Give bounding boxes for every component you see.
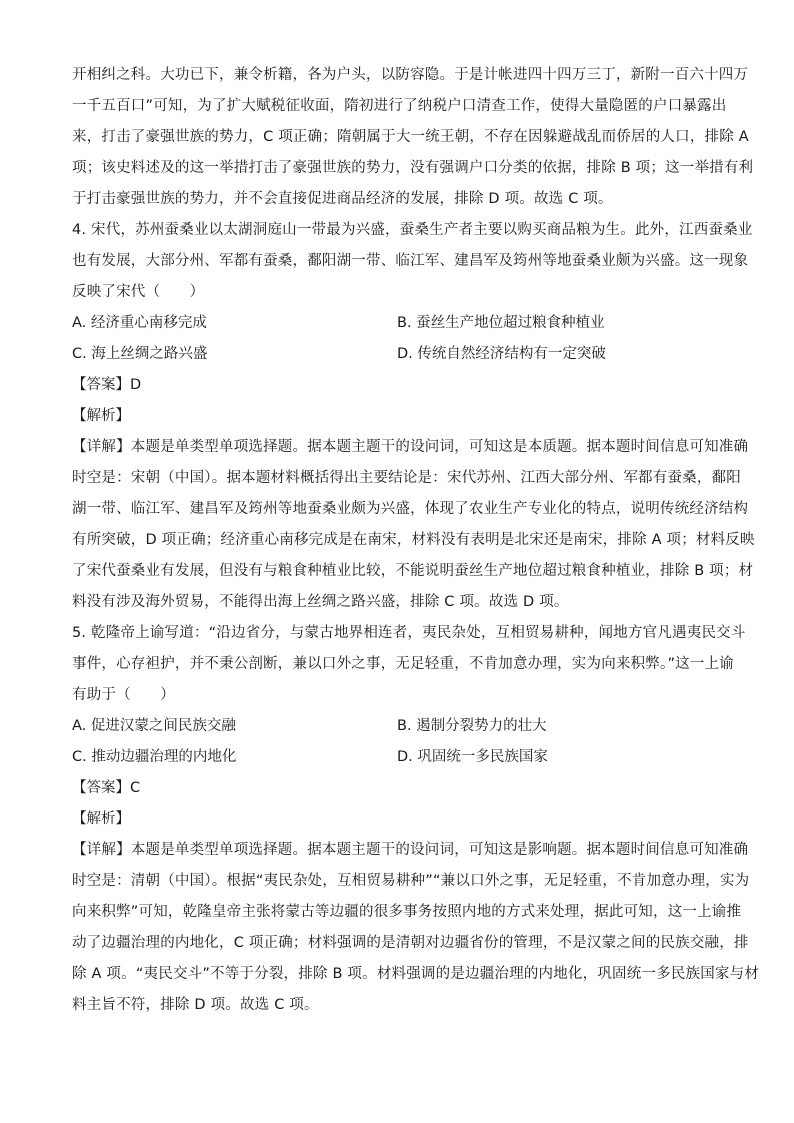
question-stem-line: 反映了宋代（ ） — [72, 284, 205, 300]
explanation-line: 了宋代蚕桑业有发展，但没有与粮食种植业比较，不能说明蚕丝生产地位超过粮食种植业，排除 B 项；材 — [72, 563, 754, 579]
question-4 — [72, 215, 755, 618]
document-page — [72, 60, 760, 1021]
analysis-label: 【解析】 — [72, 811, 130, 827]
analysis-label: 【解析】 — [72, 408, 130, 424]
explanation-line: 湖一带、临江军、建昌军及筠州等地蚕桑业颇为兴盛，体现了农业生产专业化的特点，说明传统经济结构 — [72, 501, 749, 517]
explanation-line: 料主旨不符，排除 D 项。故选 C 项。 — [72, 997, 319, 1013]
option-c: C. 海上丝绸之路兴盛 — [72, 346, 208, 362]
explanation-line: 向来积弊”可知，乾隆皇帝主张将蒙古等边疆的很多事务按照内地的方式来处理，据此可知，这一上谕推 — [72, 904, 742, 920]
text-line: 一千五百口”可知，为了扩大赋税征收面，隋初进行了纳税户口清查工作，使得大量隐匿的户口暴露出 — [72, 98, 727, 114]
text-line: 开相纠之科。大功已下，兼令析籍，各为户头，以防容隐。于是计帐进四十四万三丁，新附一百六十四万 — [72, 67, 749, 83]
explanation-line: 时空是：宋朝（中国）。据本题材料概括得出主要结论是：宋代苏州、江西大部分州、军都有蚕桑，鄱阳 — [72, 470, 741, 486]
question-stem-line: 事件，心存袒护，并不秉公剖断，兼以口外之事，无足轻重，不肯加意办理，实为向来积弊。”这一上谕 — [72, 656, 734, 672]
explanation-line: 有所突破，D 项正确；经济重心南移完成是在南宋，材料没有表明是北宋还是南宋，排除 A 项；材料反映 — [72, 532, 755, 548]
option-c: C. 推动边疆治理的内地化 — [72, 749, 237, 765]
option-b: B. 蚕丝生产地位超过粮食种植业 — [397, 315, 605, 331]
q3-explanation-tail — [72, 60, 754, 215]
option-d: D. 传统自然经济结构有一定突破 — [397, 346, 606, 362]
option-a: A. 促进汉蒙之间民族交融 — [72, 718, 236, 734]
question-stem-line: 有助于（ ） — [72, 687, 175, 703]
options-row — [72, 711, 722, 742]
options-row — [72, 308, 722, 339]
text-line: 于打击豪强世族的势力，并不会直接促进商品经济的发展，排除 D 项。故选 C 项。 — [72, 191, 613, 207]
explanation-line: 料没有涉及海外贸易，不能得出海上丝绸之路兴盛，排除 C 项。故选 D 项。 — [72, 594, 569, 610]
question-stem-line: 也有发展，大部分州、军都有蚕桑，鄱阳湖一带、临江军、建昌军及筠州等地蚕桑业颇为兴盛。这一现象 — [72, 253, 749, 269]
option-b: B. 遏制分裂势力的壮大 — [397, 718, 547, 734]
question-5 — [72, 618, 760, 1021]
options-row — [72, 742, 722, 773]
option-d: D. 巩固统一多民族国家 — [397, 749, 548, 765]
options-row — [72, 339, 722, 370]
explanation-line: 除 A 项。“夷民交斗”不等于分裂，排除 B 项。材料强调的是边疆治理的内地化，巩固统一多民族国家与材 — [72, 966, 760, 982]
answer-label: 【答案】C — [72, 780, 141, 796]
explanation-line: 动了边疆治理的内地化，C 项正确；材料强调的是清朝对边疆省份的管理，不是汉蒙之间的民族交融，排 — [72, 935, 749, 951]
option-a: A. 经济重心南移完成 — [72, 315, 207, 331]
text-line: 来，打击了豪强世族的势力，C 项正确；隋朝属于大一统王朝，不存在因躲避战乱而侨居的人口，排除 A — [72, 129, 749, 145]
question-stem-line: 4. 宋代，苏州蚕桑业以太湖洞庭山一带最为兴盛，蚕桑生产者主要以购买商品粮为生。此外，江西蚕桑业 — [72, 222, 753, 238]
explanation-line: 【详解】本题是单类型单项选择题。据本题主题干的设问词，可知这是本质题。据本题时间信息可知准确 — [72, 439, 749, 455]
text-line: 项；该史料述及的这一举措打击了豪强世族的势力，没有强调户口分类的依据，排除 B 项；这一举措有利 — [72, 160, 754, 176]
answer-label: 【答案】D — [72, 377, 142, 393]
explanation-line: 时空是：清朝（中国）。根据“夷民杂处，互相贸易耕种”“兼以口外之事，无足轻重，不肯加意办理，实为 — [72, 873, 750, 889]
question-stem-line: 5. 乾隆帝上谕写道：“沿边省分，与蒙古地界相连者，夷民杂处，互相贸易耕种，闻地方官凡遇夷民交斗 — [72, 625, 746, 641]
explanation-line: 【详解】本题是单类型单项选择题。据本题主题干的设问词，可知这是影响题。据本题时间信息可知准确 — [72, 842, 749, 858]
